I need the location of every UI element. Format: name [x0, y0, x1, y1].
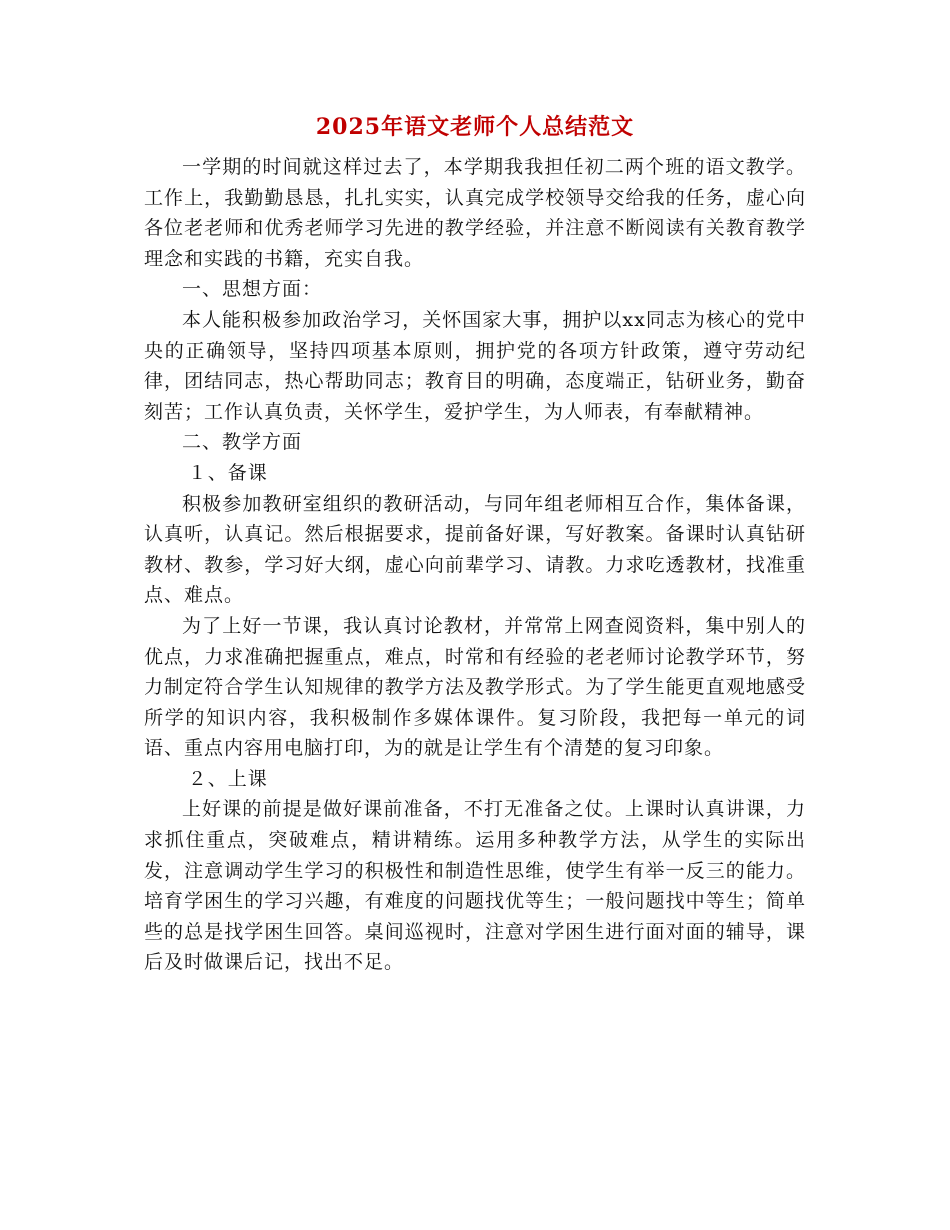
subsection-heading-lesson-prep: １、备课 [187, 461, 268, 484]
document-body [144, 152, 806, 978]
paragraph-ideology: 本人能积极参加政治学习，关怀国家大事，拥护以xx同志为核心的党中央的正确领导，坚持四项基本原则，拥护党的各项方针政策，遵守劳动纪律，团结同志，热心帮助同志；教育目的明确，态度端正，钻研业务，勤奋刻苦；工作认真负责，关怀学生，爱护学生，为人师表，有奉献精神。 [144, 308, 806, 423]
paragraph-lesson-prep-2: 为了上好一节课，我认真讨论教材，并常常上网查阅资料，集中别人的优点，力求准确把握重点，难点，时常和有经验的老老师讨论教学环节，努力制定符合学生认知规律的教学方法及教学形式。为了学生能更直观地感受所学的知识内容，我积极制作多媒体课件。复习阶段，我把每一单元的词语、重点内容用电脑打印，为的就是让学生有个清楚的复习印象。 [144, 614, 806, 760]
paragraph-intro: 一学期的时间就这样过去了，本学期我我担任初二两个班的语文教学。工作上，我勤勤恳恳，扎扎实实，认真完成学校领导交给我的任务，虚心向各位老老师和优秀老师学习先进的教学经验，并注意不断阅读有关教育教学理念和实践的书籍，充实自我。 [144, 156, 806, 270]
paragraph-lesson-prep-1: 积极参加教研室组织的教研活动，与同年组老师相互合作，集体备课，认真听，认真记。然后根据要求，提前备好课，写好教案。备课时认真钻研教材、教参，学习好大纲，虚心向前辈学习、请教。力求吃透教材，找准重点、难点。 [144, 492, 806, 607]
paragraph-class: 上好课的前提是做好课前准备，不打无准备之仗。上课时认真讲课，力求抓住重点，突破难点，精讲精练。运用多种教学方法，从学生的实际出发，注意调动学生学习的积极性和制造性思维，使学生有举一反三的能力。培育学困生的学习兴趣，有难度的问题找优等生；一般问题找中等生；简单些的总是找学困生回答。桌间巡视时，注意对学困生进行面对面的辅导，课后及时做课后记，找出不足。 [144, 798, 806, 974]
document-title: 2025年语文老师个人总结范文 [315, 114, 635, 140]
section-heading-teaching: 二、教学方面 [182, 431, 303, 454]
subsection-heading-class: ２、上课 [187, 767, 268, 790]
section-heading-ideology: 一、思想方面： [182, 278, 323, 301]
